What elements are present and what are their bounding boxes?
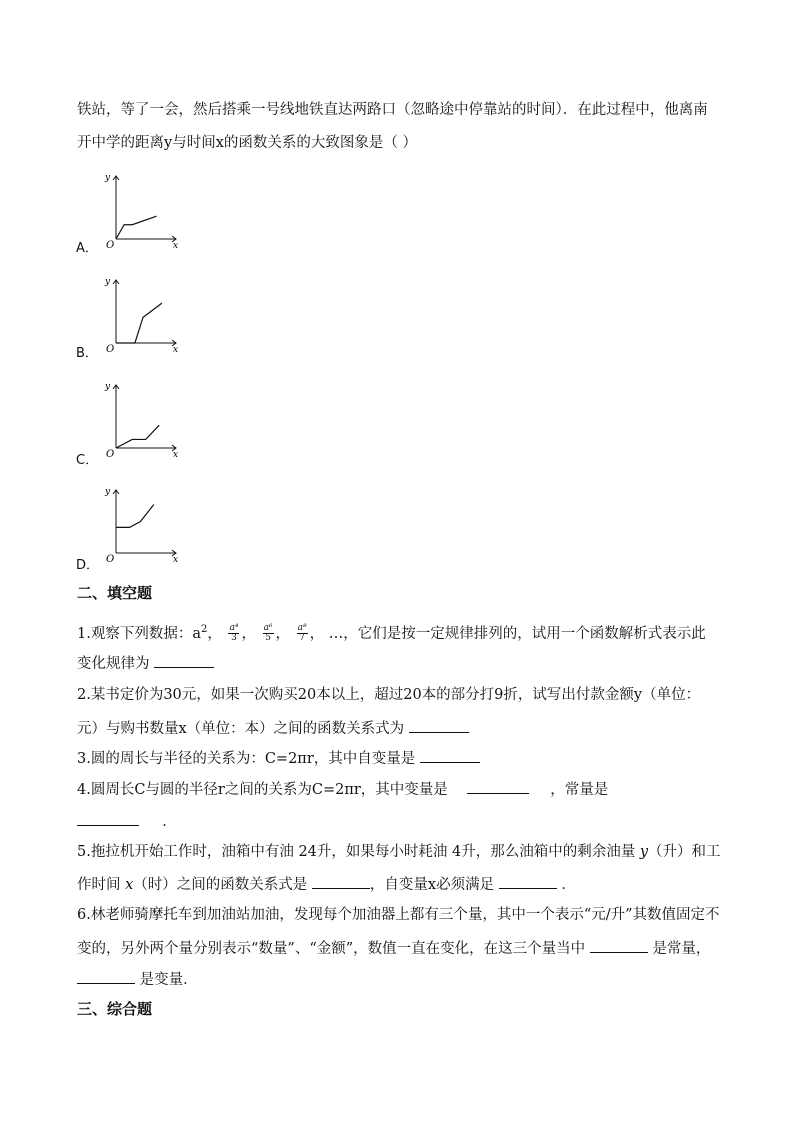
answer-blank[interactable] <box>409 717 469 733</box>
x-axis-label: x <box>173 450 179 459</box>
answer-blank[interactable] <box>77 968 135 984</box>
answer-blank[interactable] <box>312 873 370 889</box>
x-axis-label: x <box>173 241 179 250</box>
question-3: 3.圆的周长与半径的关系为：C=2πr，其中自变量是 <box>77 747 480 769</box>
option-label-b: B． <box>76 346 98 361</box>
option-graph-b <box>98 272 188 354</box>
question-4-line1: 4.圆周长C与圆的半径r之间的关系为C=2πr，其中变量是 ，常量是 <box>77 778 608 800</box>
question-2-line2: 元）与购书数量x（单位：本）之间的函数关系式为 <box>77 717 469 739</box>
question-6-line2: 变的，另外两个量分别表示“数量”、“金额”，数值一直在变化，在这三个量当中 是常量， <box>77 937 710 959</box>
fraction-2: $\frac{\text{a⁶}}{5}$ <box>263 623 273 644</box>
answer-blank[interactable] <box>154 652 214 668</box>
option-label-a: A． <box>76 241 98 256</box>
option-graph-c <box>98 377 188 459</box>
function-curve <box>116 303 162 343</box>
origin-label: O <box>106 554 115 564</box>
origin-label: O <box>106 344 115 354</box>
fraction-1: $\frac{\text{a⁴}}{3}$ <box>229 623 239 644</box>
question-1-line1: 1.观察下列数据：$a^2$， $\frac{\text{a⁴}}{3}$ ， $\frac{\text{a⁶}}{5}$ ， $\frac{\text{a⁸}}{7}$ ， …，它们是按一定规律排列的，试用一个函数解析式表示此 <box>77 623 706 644</box>
option-graph-d <box>98 482 188 564</box>
answer-blank[interactable] <box>77 810 139 826</box>
question-intro-line1: 铁站，等了一会，然后搭乘一号线地铁直达两路口（忽略途中停靠站的时间）．在此过程中，他离南 <box>77 102 708 118</box>
x-axis-label: x <box>173 555 179 564</box>
option-label-d: D． <box>76 558 100 573</box>
function-curve <box>116 425 159 448</box>
answer-blank[interactable] <box>499 873 557 889</box>
question-2-line1: 2.某书定价为30元，如果一次购买20本以上，超过20本的部分打9折，试写出付款金额y（单位： <box>77 687 701 703</box>
function-curve <box>116 216 157 239</box>
y-axis-label: y <box>105 487 111 497</box>
question-4-line2: ． <box>77 810 177 832</box>
question-6-line1: 6.林老师骑摩托车到加油站加油，发现每个加油器上都有三个量，其中一个表示“元/升”其数值固定不 <box>77 907 720 923</box>
fraction-3: $\frac{\text{a⁸}}{7}$ <box>297 623 307 644</box>
question-5-line2: 作时间 x（时）之间的函数关系式是 ，自变量x必须满足 ． <box>77 873 576 895</box>
y-axis-label: y <box>105 277 111 287</box>
y-axis-label: y <box>105 173 111 183</box>
section-fill-blank-title: 二、填空题 <box>77 584 153 602</box>
option-graph-a <box>98 168 188 250</box>
question-6-line3: 是变量． <box>77 968 198 990</box>
answer-blank[interactable] <box>420 747 480 763</box>
question-1-line2: 变化规律为 <box>77 652 214 674</box>
section-comprehensive-title: 三、综合题 <box>77 1000 153 1018</box>
answer-blank[interactable] <box>467 778 529 794</box>
origin-label: O <box>106 240 115 250</box>
origin-label: O <box>106 449 115 459</box>
answer-blank[interactable] <box>590 937 648 953</box>
y-axis-label: y <box>105 382 111 392</box>
function-curve <box>116 505 154 528</box>
option-label-c: C． <box>76 453 99 468</box>
x-axis-label: x <box>173 345 179 354</box>
question-intro-line2: 开中学的距离y与时间x的函数关系的大致图象是（ ） <box>77 135 417 151</box>
question-5-line1: 5.拖拉机开始工作时，油箱中有油 24升，如果每小时耗油 4升，那么油箱中的剩余油量 y（升）和工 <box>77 844 721 860</box>
